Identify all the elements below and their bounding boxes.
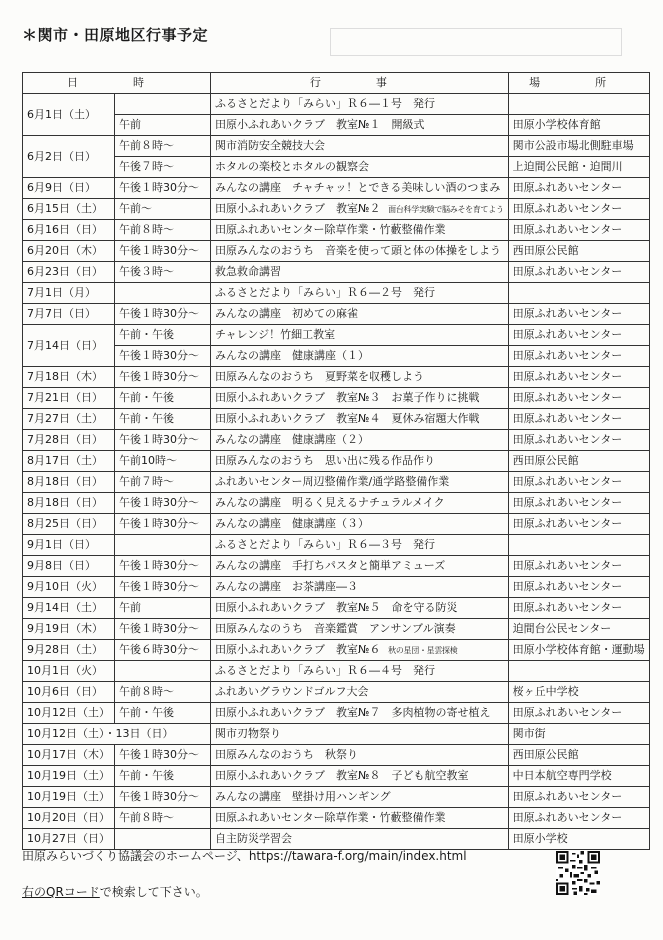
cell-event — [211, 598, 509, 619]
cell-event — [211, 346, 509, 367]
cell-event — [211, 745, 509, 766]
table-row — [23, 178, 650, 199]
cell-date: 6月2日（日） — [23, 136, 115, 178]
table-row — [23, 514, 650, 535]
event-text: 田原みんなのおうち 秋祭り — [215, 748, 358, 761]
table-row — [23, 325, 650, 346]
cell-time: 午前８時～ — [115, 136, 211, 157]
table-row — [23, 661, 650, 682]
cell-event — [211, 136, 509, 157]
cell-event — [211, 283, 509, 304]
cell-date: 9月10日（火） — [23, 577, 115, 598]
cell-place: 田原小学校体育館・運動場 — [508, 640, 649, 661]
cell-place: 田原ふれあいセンター — [508, 409, 649, 430]
cell-time: 午前７時～ — [115, 472, 211, 493]
table-row — [23, 220, 650, 241]
event-text: 田原小ふれあいクラブ 教室№２ — [215, 201, 381, 215]
cell-event — [211, 367, 509, 388]
cell-place: 田原ふれあいセンター — [508, 514, 649, 535]
cell-time: 午前 — [115, 115, 211, 136]
event-text: 自主防災学習会 — [215, 832, 292, 845]
cell-event — [211, 766, 509, 787]
event-text: みんなの講座 初めての麻雀 — [215, 307, 358, 320]
cell-event — [211, 493, 509, 514]
cell-time — [115, 283, 211, 304]
event-text: ふれあいセンター周辺整備作業/通学路整備作業 — [215, 475, 450, 488]
cell-place: 田原小学校 — [508, 829, 649, 850]
cell-place: 田原ふれあいセンター — [508, 430, 649, 451]
cell-place: 田原ふれあいセンター — [508, 703, 649, 724]
cell-event — [211, 535, 509, 556]
cell-event — [211, 94, 509, 115]
cell-time: 午後１時30分～ — [115, 241, 211, 262]
cell-time: 午前～ — [115, 199, 211, 220]
table-header-row — [23, 73, 650, 94]
event-text: 田原みんなのおうち 思い出に残る作品作り — [215, 454, 435, 467]
table-row — [23, 724, 650, 745]
cell-date: 10月19日（土） — [23, 766, 115, 787]
cell-event — [211, 430, 509, 451]
event-text: 田原みんなのうち 音楽鑑賞 アンサンブル演奏 — [215, 622, 456, 635]
cell-event — [211, 325, 509, 346]
cell-place: 田原ふれあいセンター — [508, 262, 649, 283]
event-text: みんなの講座 チャチャッ！とできる美味しい酒のつまみ — [215, 181, 501, 194]
footer-qr-line — [22, 883, 208, 900]
table-row — [23, 766, 650, 787]
event-text: みんなの講座 手打ちパスタと簡単アミューズ — [215, 559, 446, 572]
table-row — [23, 640, 650, 661]
cell-time: 午後３時～ — [115, 262, 211, 283]
footer-url[interactable]: https://tawara-f.org/main/index.html — [248, 849, 467, 863]
table-row — [23, 787, 650, 808]
table-row — [23, 94, 650, 115]
cell-time: 午後１時30分～ — [115, 619, 211, 640]
cell-time — [115, 535, 211, 556]
cell-time: 午後１時30分～ — [115, 787, 211, 808]
cell-time: 午前・午後 — [115, 409, 211, 430]
header-event: 行 事 — [211, 73, 509, 94]
event-text: みんなの講座 健康講座（２） — [215, 433, 369, 446]
cell-time: 午後１時30分～ — [115, 577, 211, 598]
cell-date: 6月16日（日） — [23, 220, 115, 241]
cell-time: 午後１時30分～ — [115, 304, 211, 325]
table-row — [23, 409, 650, 430]
cell-event — [211, 619, 509, 640]
cell-place: 田原ふれあいセンター — [508, 556, 649, 577]
cell-time: 午後７時～ — [115, 157, 211, 178]
cell-place: 田原ふれあいセンター — [508, 808, 649, 829]
event-subtext: 面台科学実験で脳みそを育てよう — [380, 204, 504, 214]
cell-date: 6月20日（木） — [23, 241, 115, 262]
event-text: 関市消防安全競技大会 — [215, 139, 325, 152]
event-text: みんなの講座 健康講座（３） — [215, 517, 369, 530]
cell-time: 午後１時30分～ — [115, 556, 211, 577]
cell-time — [115, 94, 211, 115]
cell-time: 午後１時30分～ — [115, 430, 211, 451]
header-place: 場 所 — [508, 73, 649, 94]
cell-date: 8月17日（土） — [23, 451, 115, 472]
table-row — [23, 493, 650, 514]
cell-place: 西田原公民館 — [508, 745, 649, 766]
cell-date: 10月12日（土） — [23, 703, 115, 724]
table-row — [23, 430, 650, 451]
event-text: 田原みんなのおうち 夏野菜を収穫しよう — [215, 370, 424, 383]
table-row — [23, 577, 650, 598]
event-text: 田原小ふれあいクラブ 教室№８ 子ども航空教室 — [215, 769, 469, 782]
cell-place: 田原ふれあいセンター — [508, 493, 649, 514]
cell-event — [211, 388, 509, 409]
cell-event — [211, 220, 509, 241]
cell-time: 午前８時～ — [115, 682, 211, 703]
cell-place: 上迫間公民館・迫間川 — [508, 157, 649, 178]
cell-event — [211, 661, 509, 682]
table-row — [23, 262, 650, 283]
table-row — [23, 346, 650, 367]
cell-place: 関市公設市場北側駐車場 — [508, 136, 649, 157]
cell-place: 関市街 — [508, 724, 649, 745]
table-row — [23, 598, 650, 619]
table-row — [23, 703, 650, 724]
table-row — [23, 451, 650, 472]
cell-event — [211, 241, 509, 262]
cell-place: 中日本航空専門学校 — [508, 766, 649, 787]
table-row — [23, 283, 650, 304]
cell-place: 迫間台公民センター — [508, 619, 649, 640]
cell-time: 午後１時30分～ — [115, 745, 211, 766]
cell-date: 8月18日（日） — [23, 472, 115, 493]
cell-date: 7月27日（土） — [23, 409, 115, 430]
event-text: ふるさとだより「みらい」Ｒ６―１号 発行 — [215, 97, 435, 110]
cell-place: 田原ふれあいセンター — [508, 178, 649, 199]
event-text: チャレンジ！竹細工教室 — [215, 328, 336, 341]
cell-place: 田原ふれあいセンター — [508, 304, 649, 325]
cell-time: 午前 — [115, 598, 211, 619]
event-text: 田原小ふれあいクラブ 教室№６ — [215, 642, 381, 656]
cell-date: 9月19日（木） — [23, 619, 115, 640]
event-text: 田原小ふれあいクラブ 教室№４ 夏休み宿題大作戦 — [215, 412, 480, 425]
table-row — [23, 682, 650, 703]
table-row — [23, 745, 650, 766]
cell-date: 7月28日（日） — [23, 430, 115, 451]
event-text: 田原みんなのおうち 音楽を使って頭と体の体操をしよう — [215, 244, 501, 257]
cell-event — [211, 115, 509, 136]
cell-place: 田原ふれあいセンター — [508, 199, 649, 220]
cell-date: 10月27日（日） — [23, 829, 115, 850]
cell-event — [211, 472, 509, 493]
table-row — [23, 241, 650, 262]
cell-time: 午前８時～ — [115, 808, 211, 829]
cell-event — [211, 703, 509, 724]
cell-event — [211, 724, 509, 745]
event-text: ふるさとだより「みらい」Ｒ６―３号 発行 — [215, 538, 435, 551]
cell-date: 6月9日（日） — [23, 178, 115, 199]
cell-place: 田原ふれあいセンター — [508, 388, 649, 409]
cell-date: 7月18日（木） — [23, 367, 115, 388]
cell-place: 田原ふれあいセンター — [508, 577, 649, 598]
footer-qr-text: で検索して下さい。 — [99, 885, 208, 899]
cell-place: 田原ふれあいセンター — [508, 787, 649, 808]
cell-date: 8月18日（日） — [23, 493, 115, 514]
event-text: 田原小ふれあいクラブ 教室№１ 開級式 — [215, 118, 425, 131]
cell-place: 田原ふれあいセンター — [508, 325, 649, 346]
event-text: みんなの講座 健康講座（１） — [215, 349, 369, 362]
cell-event — [211, 640, 509, 661]
cell-time: 午前・午後 — [115, 388, 211, 409]
table-row — [23, 388, 650, 409]
cell-date: 10月20日（日） — [23, 808, 115, 829]
cell-date: 6月1日（土） — [23, 94, 115, 136]
table-row — [23, 199, 650, 220]
event-text: ホタルの楽校とホタルの観察会 — [215, 160, 369, 173]
table-row — [23, 556, 650, 577]
event-text: 田原ふれあいセンター除草作業・竹藪整備作業 — [215, 811, 446, 824]
cell-place: 西田原公民館 — [508, 451, 649, 472]
cell-date: 6月15日（土） — [23, 199, 115, 220]
cell-time: 午後１時30分～ — [115, 367, 211, 388]
cell-date: 7月21日（日） — [23, 388, 115, 409]
table-row — [23, 136, 650, 157]
cell-place — [508, 661, 649, 682]
event-text: みんなの講座 明るく見えるナチュラルメイク — [215, 496, 445, 509]
cell-place: 田原小学校体育館 — [508, 115, 649, 136]
cell-date: 10月1日（火） — [23, 661, 115, 682]
cell-date: 6月23日（日） — [23, 262, 115, 283]
qr-code-icon[interactable] — [556, 851, 600, 895]
cell-event — [211, 808, 509, 829]
event-text: 田原小ふれあいクラブ 教室№５ 命を守る防災 — [215, 601, 458, 614]
table-row — [23, 535, 650, 556]
table-row — [23, 619, 650, 640]
cell-date: 10月19日（土） — [23, 787, 115, 808]
schedule-table — [22, 72, 650, 850]
cell-date: 9月8日（日） — [23, 556, 115, 577]
event-text: ふるさとだより「みらい」Ｒ６―２号 発行 — [215, 286, 435, 299]
event-text: 田原ふれあいセンター除草作業・竹藪整備作業 — [215, 223, 446, 236]
cell-date: 7月7日（日） — [23, 304, 115, 325]
cell-event — [211, 157, 509, 178]
cell-place — [508, 535, 649, 556]
cell-event — [211, 787, 509, 808]
cell-time: 午後１時30分～ — [115, 493, 211, 514]
event-subtext: 秋の星団・星雲探検 — [380, 645, 458, 655]
cell-place — [508, 94, 649, 115]
cell-place: 田原ふれあいセンター — [508, 346, 649, 367]
cell-time: 午後１時30分～ — [115, 178, 211, 199]
cell-place: 田原ふれあいセンター — [508, 598, 649, 619]
cell-event — [211, 451, 509, 472]
table-row — [23, 472, 650, 493]
cell-place: 田原ふれあいセンター — [508, 220, 649, 241]
footer-qr-link[interactable]: 右のQRコード — [22, 885, 100, 899]
event-text: ふれあいグラウンドゴルフ大会 — [215, 685, 369, 698]
cell-time: 午後１時30分～ — [115, 514, 211, 535]
cell-date: 9月28日（土） — [23, 640, 115, 661]
cell-time: 午後１時30分～ — [115, 346, 211, 367]
cell-date: 7月1日（月） — [23, 283, 115, 304]
footer-homepage-text: 田原みらいづくり協議会のホームページ、 — [22, 849, 249, 863]
cell-event — [211, 682, 509, 703]
header-date: 日 時 — [23, 73, 211, 94]
cell-time: 午前・午後 — [115, 325, 211, 346]
cell-event — [211, 199, 509, 220]
cell-place: 田原ふれあいセンター — [508, 472, 649, 493]
footer-homepage-line — [22, 847, 467, 864]
cell-time — [115, 661, 211, 682]
cell-date: 9月1日（日） — [23, 535, 115, 556]
bleed-through-box — [330, 28, 622, 56]
cell-time: 午前・午後 — [115, 766, 211, 787]
event-text: 田原小ふれあいクラブ 教室№７ 多肉植物の寄せ植え — [215, 706, 491, 719]
table-row — [23, 367, 650, 388]
page-title: ＊関市・田原地区行事予定 — [22, 26, 209, 44]
cell-event — [211, 556, 509, 577]
cell-time: 午前10時～ — [115, 451, 211, 472]
cell-place: 桜ヶ丘中学校 — [508, 682, 649, 703]
cell-event — [211, 577, 509, 598]
event-text: みんなの講座 お茶講座―３ — [215, 580, 358, 593]
table-row — [23, 115, 650, 136]
cell-time: 午前８時～ — [115, 220, 211, 241]
cell-date: 7月14日（日） — [23, 325, 115, 367]
cell-date: 9月14日（土） — [23, 598, 115, 619]
cell-date: 8月25日（日） — [23, 514, 115, 535]
cell-date: 10月12日（土）・13日（日） — [23, 724, 211, 745]
cell-time: 午後６時30分～ — [115, 640, 211, 661]
table-row — [23, 808, 650, 829]
event-text: みんなの講座 壁掛け用ハンギング — [215, 790, 391, 803]
cell-event — [211, 304, 509, 325]
cell-time: 午前・午後 — [115, 703, 211, 724]
event-text: ふるさとだより「みらい」Ｒ６―４号 発行 — [215, 664, 435, 677]
cell-event — [211, 409, 509, 430]
event-text: 関市刃物祭り — [215, 727, 281, 740]
cell-place — [508, 283, 649, 304]
cell-event — [211, 262, 509, 283]
cell-date: 10月6日（日） — [23, 682, 115, 703]
table-row — [23, 157, 650, 178]
cell-event — [211, 514, 509, 535]
cell-date: 10月17日（木） — [23, 745, 115, 766]
cell-event — [211, 178, 509, 199]
cell-place: 西田原公民館 — [508, 241, 649, 262]
table-row — [23, 304, 650, 325]
event-text: 田原小ふれあいクラブ 教室№３ お菓子作りに挑戦 — [215, 391, 480, 404]
event-text: 救急救命講習 — [215, 265, 281, 278]
cell-place: 田原ふれあいセンター — [508, 367, 649, 388]
